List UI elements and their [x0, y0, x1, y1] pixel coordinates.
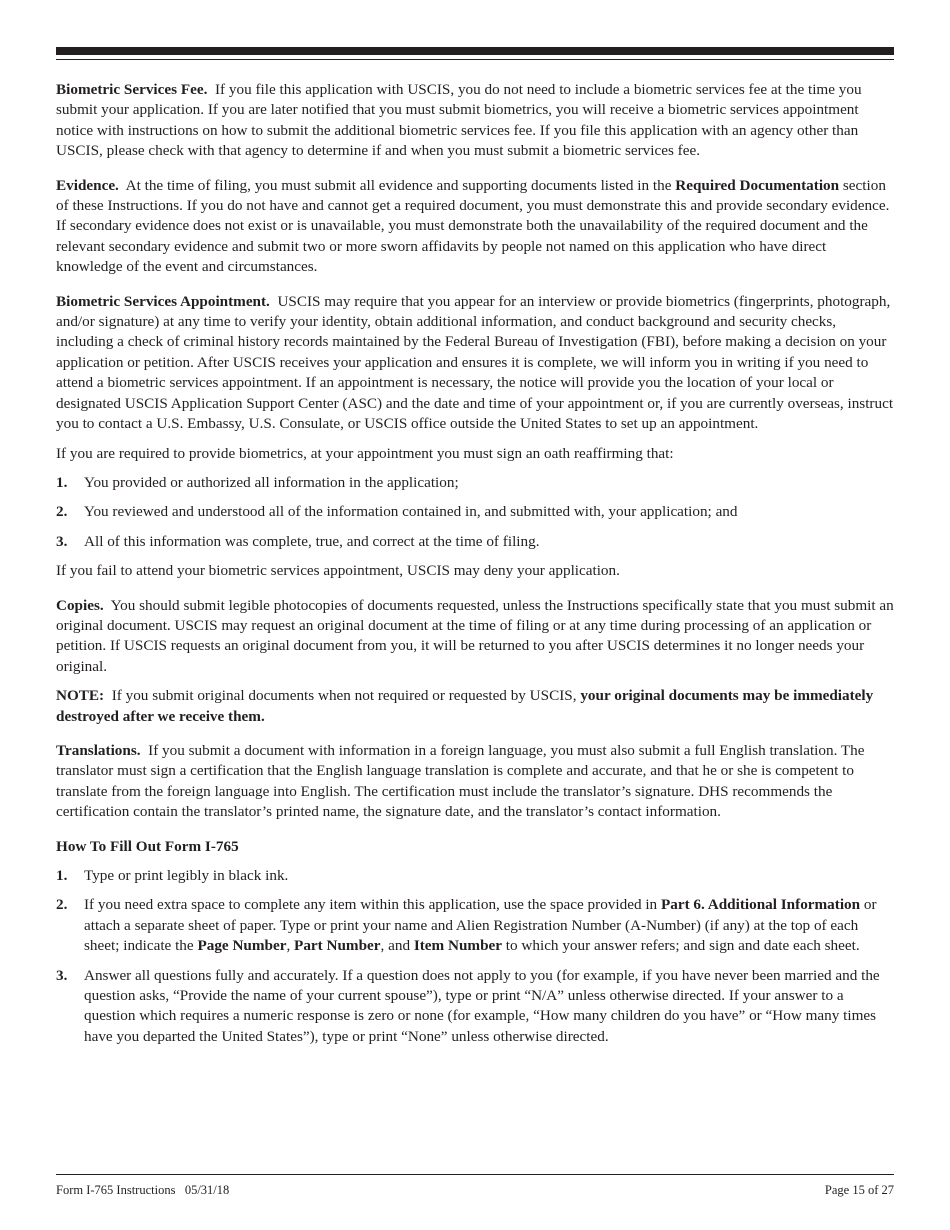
translations-text: If you submit a document with information in a foreign language, you must also submit a full English translation. The translator must sign a certification that the English language translation is complete and accurate, and that he or she is competent to translate from the foreign language into English. The certification must include the translator’s signature. DHS recommends the certification contain the translator’s printed name, the signature date, and the translator’s contact information.	[56, 741, 865, 821]
biometric-fee-text: If you file this application with USCIS, you do not need to include a biometric services fee at the time you submit your application. If you are later notified that you must submit biometrics, you will receive a biometric services appointment notice with instructions on how to submit the additional biometric services fee. If you file this application with an agency other than USCIS, please check with that agency to determine if and when you must submit a biometric services fee.	[56, 81, 862, 160]
footer-date: 05/31/18	[184, 1183, 230, 1197]
copies-heading: Copies.	[56, 596, 104, 614]
evidence-paragraph	[56, 176, 896, 278]
note-text: If you submit original documents when not required or requested by USCIS,	[111, 687, 577, 705]
oath-item-number: 2.	[56, 503, 68, 521]
how-to-item-2	[56, 895, 896, 956]
translations-heading: Translations.	[56, 741, 141, 759]
footer-rule	[56, 1174, 894, 1175]
appointment-text: USCIS may require that you appear for an interview or provide biometrics (fingerprints, photograph, and/or signature) at any time to verify your identity, obtain additional information, and conduct background and security checks, including a check of criminal history records maintained by the Federal Bureau of Investigation (FBI), before making a decision on your application or petition. After USCIS receives your application and ensures it is complete, we will inform you in writing if you need to attend a biometric services appointment. If an appointment is necessary, the notice will provide you the location of your local or designated USCIS Application Support Center (ASC) and the date and time of your appointment or, if you are currently overseas, instruct you to contact a U.S. Embassy, U.S. Consulate, or USCIS office outside the United States to set up an appointment.	[56, 292, 894, 433]
header-rule-thick	[56, 47, 894, 55]
how-to-item-number: 1.	[56, 867, 68, 884]
oath-item-1	[56, 473, 896, 493]
item2-text-5: to which your answer refers; and sign and date each sheet.	[505, 937, 860, 955]
item2-text-1: If you need extra space to complete any item within this application, use the space provided in	[84, 896, 658, 914]
evidence-heading: Evidence.	[56, 176, 119, 194]
copies-paragraph	[56, 596, 896, 678]
oath-item-text: You provided or authorized all information in the application;	[84, 473, 459, 491]
how-to-item-number: 3.	[56, 966, 68, 984]
how-to-item-3	[56, 966, 896, 1048]
oath-item-2	[56, 502, 896, 522]
appointment-heading: Biometric Services Appointment.	[56, 292, 270, 310]
item2-item-number: Item Number	[413, 937, 502, 955]
how-to-heading: How To Fill Out Form I-765	[56, 837, 239, 855]
oath-item-number: 1.	[56, 473, 68, 491]
footer-form-name: Form I-765 Instructions	[56, 1183, 176, 1197]
item2-part-number: Part Number	[294, 937, 381, 955]
copies-text: You should submit legible photocopies of documents requested, unless the Instructions specifically state that you must submit an original document. USCIS may request an original document at the time of filing or at any time during processing of an application or petition. If USCIS requests an original document from you, it will be returned to you after USCIS determines it no longer needs your original.	[56, 596, 894, 675]
page-content	[56, 80, 896, 1047]
header-rule-thin	[56, 59, 894, 60]
note-bold-text: your original documents may be immediately destroyed after we receive them.	[56, 687, 874, 725]
item2-part6-reference: Part 6. Additional Information	[660, 896, 861, 914]
biometric-fee-heading: Biometric Services Fee.	[56, 81, 208, 98]
oath-item-text: You reviewed and understood all of the information contained in, and submitted with, your application; and	[84, 503, 738, 521]
evidence-text-2: section of these Instructions. If you do not have and cannot get a required document, you must demonstrate this and provide secondary evidence. If secondary evidence does not exist or is unavailable, you must demonstrate both the unavailability of the required document and the relevant secondary evidence and submit two or more sworn affidavits by people not named on this application who have direct knowledge of the event and circumstances.	[56, 176, 890, 276]
item2-text-3: ,	[286, 937, 291, 955]
oath-intro: If you are required to provide biometrics, at your appointment you must sign an oath reaffirming that:	[56, 444, 674, 462]
how-to-item-1	[56, 866, 896, 886]
evidence-text-1: At the time of filing, you must submit all evidence and supporting documents listed in the	[125, 176, 672, 194]
footer-form-info	[56, 1183, 229, 1198]
evidence-required-documentation: Required Documentation	[675, 176, 840, 194]
biometric-fee-paragraph	[56, 80, 896, 162]
oath-item-3	[56, 532, 896, 552]
oath-item-number: 3.	[56, 532, 68, 550]
how-to-item-number: 2.	[56, 896, 68, 914]
how-to-item-text	[84, 895, 896, 956]
appointment-paragraph	[56, 292, 896, 435]
how-to-item-text: Answer all questions fully and accurately. If a question does not apply to you (for example, if you have never been married and the question asks, “Provide the name of your current spouse”), type or print “N/A” unless otherwise directed. If your answer to a question which requires a numeric response is zero or none (for example, “How many children do you have” or “How many times have you departed the United States”), type or print “None” unless otherwise directed.	[84, 966, 880, 1045]
translations-paragraph	[56, 741, 896, 823]
item2-text-2: or attach a separate sheet of paper. Type or print your name and Alien Registration Number (A-Number) (if any) at the top of each sheet; indicate the	[84, 896, 877, 955]
oath-outro: If you fail to attend your biometric services appointment, USCIS may deny your application.	[56, 562, 620, 580]
footer-page-number: Page 15 of 27	[824, 1183, 894, 1197]
note-paragraph	[56, 686, 896, 727]
oath-item-text: All of this information was complete, true, and correct at the time of filing.	[84, 532, 540, 550]
note-heading: NOTE:	[56, 687, 105, 705]
item2-page-number: Page Number	[197, 937, 287, 955]
how-to-item-text: Type or print legibly in black ink.	[84, 867, 289, 884]
item2-text-4: , and	[380, 937, 411, 955]
